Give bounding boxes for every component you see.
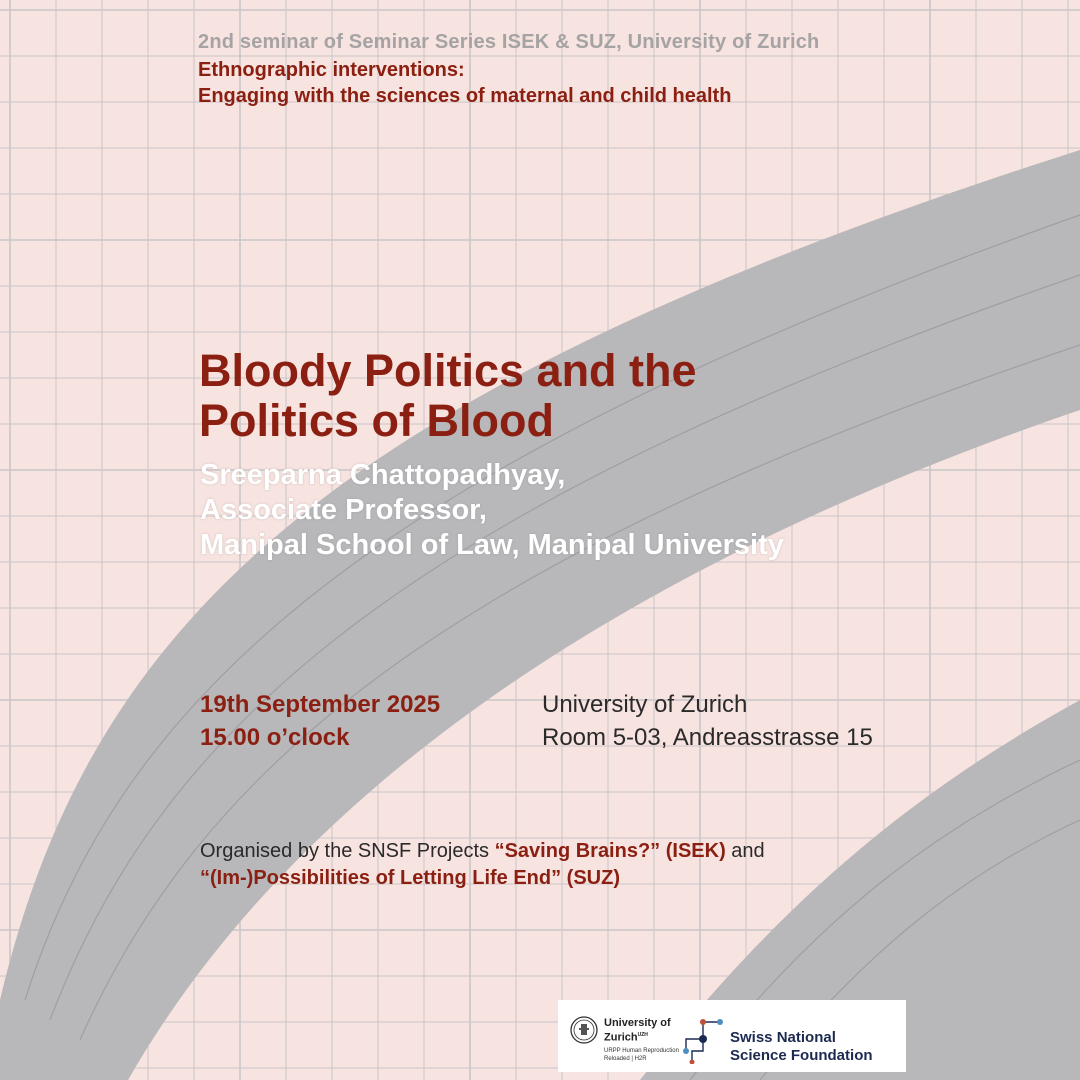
project-saving-brains: “Saving Brains?” (ISEK) xyxy=(494,840,726,862)
venue-line-1: University of Zurich xyxy=(542,691,748,718)
uzh-wordmark xyxy=(604,1017,671,1044)
seminar-theme-line-1: Ethnographic interventions: xyxy=(198,59,465,81)
snsf-network-icon xyxy=(678,1010,728,1064)
talk-title-line-2: Politics of Blood xyxy=(199,395,554,446)
event-venue xyxy=(542,688,873,754)
seminar-theme-line-2: Engaging with the sciences of maternal and child health xyxy=(198,85,732,107)
urpp-line-1: URPP Human Reproduction xyxy=(604,1048,679,1054)
organiser-line-2 xyxy=(200,865,765,892)
snsf-name-line-2: Science Foundation xyxy=(730,1047,873,1064)
speaker-block xyxy=(200,458,784,563)
urpp-subtitle xyxy=(604,1047,679,1063)
uzh-seal-icon xyxy=(570,1016,598,1044)
uzh-name-zurich: Zurich xyxy=(604,1031,638,1044)
uzh-suffix: UZH xyxy=(637,1032,648,1038)
snsf-wordmark xyxy=(730,1029,873,1065)
project-letting-life-end: “(Im-)Possibilities of Letting Life End” (SUZ) xyxy=(200,867,620,889)
urpp-line-2: Reloaded | H2R xyxy=(604,1056,647,1062)
speaker-name: Sreeparna Chattopadhyay, xyxy=(200,459,566,491)
talk-title-line-1: Bloody Politics and the xyxy=(199,345,697,396)
seminar-series-line: 2nd seminar of Seminar Series ISEK & SUZ, University of Zurich xyxy=(198,31,820,53)
organiser-note xyxy=(200,838,765,892)
uzh-name-line-2 xyxy=(604,1029,671,1044)
sponsor-logos xyxy=(558,1000,906,1072)
speaker-affiliation: Manipal School of Law, Manipal University xyxy=(200,529,784,561)
seminar-theme xyxy=(198,57,731,109)
talk-title xyxy=(199,346,697,446)
venue-line-2: Room 5-03, Andreasstrasse 15 xyxy=(542,724,873,751)
uzh-name-line-1: University of xyxy=(604,1017,671,1029)
organiser-prefix: Organised by the SNSF Projects xyxy=(200,840,495,862)
event-datetime xyxy=(200,688,440,754)
organiser-connector: and xyxy=(725,840,765,862)
organiser-line-1 xyxy=(200,838,765,865)
event-time: 15.00 o’clock xyxy=(200,724,350,751)
event-date: 19th September 2025 xyxy=(200,691,441,718)
snsf-name-line-1: Swiss National xyxy=(730,1029,836,1046)
speaker-position: Associate Professor, xyxy=(200,494,487,526)
